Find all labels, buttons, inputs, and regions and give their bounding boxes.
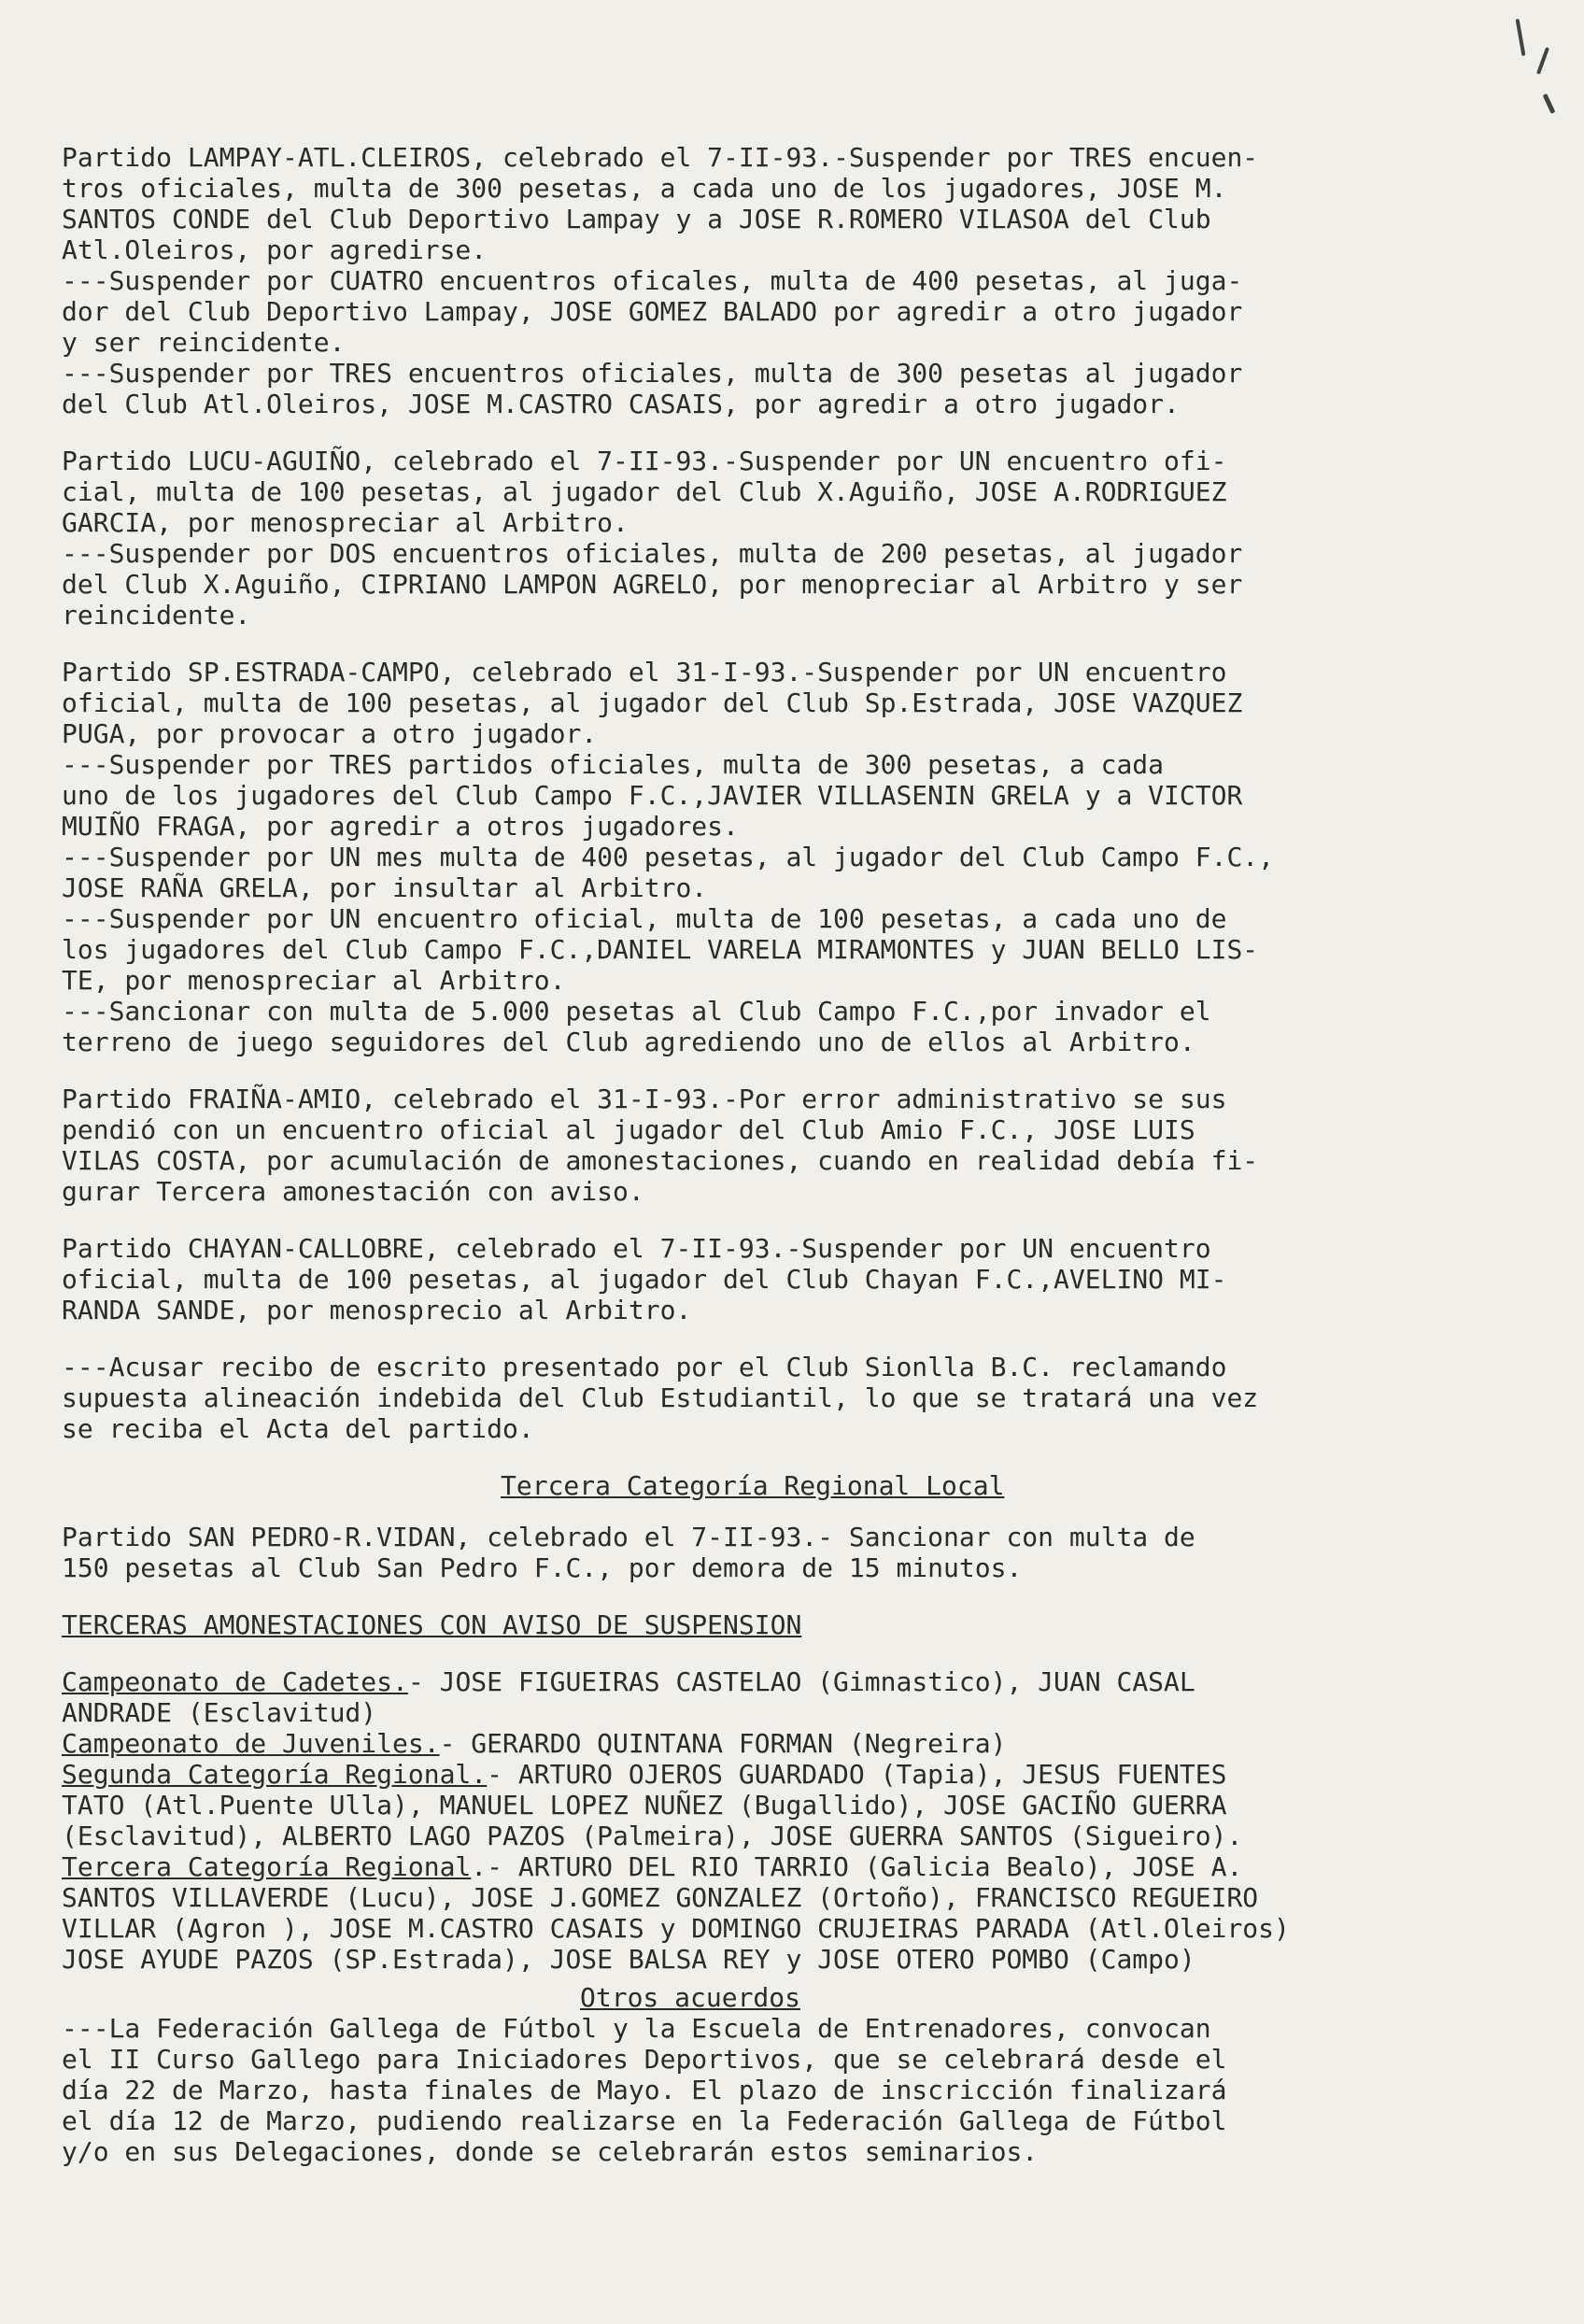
entry-tercera: [62, 1851, 1509, 1882]
text-line: se reciba el Acta del partido.: [62, 1413, 534, 1444]
text-line: y/o en sus Delegaciones, donde se celebrarán estos seminarios.: [62, 2136, 1039, 2167]
text-line: - ARTURO OJEROS GUARDADO (Tapia), JESUS FUENTES: [487, 1759, 1227, 1790]
section-heading-local: [62, 1470, 1509, 1501]
text-line: PUGA, por provocar a otro jugador.: [62, 718, 598, 749]
text-line: ANDRADE (Esclavitud): [62, 1697, 377, 1728]
text-line: ---Suspender por UN mes multa de 400 pesetas, al jugador del Club Campo F.C.,: [62, 842, 1275, 872]
section-title: Tercera Categoría Regional Local: [501, 1470, 1005, 1501]
text-line: Partido CHAYAN-CALLOBRE, celebrado el 7-II-93.-Suspender por UN encuentro: [62, 1233, 1211, 1264]
text-line: cial, multa de 100 pesetas, al jugador del Club X.Aguiño, JOSE A.RODRIGUEZ: [62, 476, 1227, 507]
text-line: día 22 de Marzo, hasta finales de Mayo. El plazo de inscricción finalizará: [62, 2075, 1227, 2105]
text-line: .- ARTURO DEL RIO TARRIO (Galicia Bealo), JOSE A.: [471, 1851, 1243, 1882]
entry-label: Campeonato de Juveniles.: [62, 1728, 440, 1759]
amonestaciones-list: [62, 1666, 1509, 1975]
text-line: el día 12 de Marzo, pudiendo realizarse en la Federación Gallega de Fútbol: [62, 2105, 1227, 2136]
text-line: GARCIA, por menospreciar al Arbitro.: [62, 507, 629, 538]
paragraph-sionlla: [62, 1352, 1509, 1444]
text-line: del Club Atl.Oleiros, JOSE M.CASTRO CASAIS, por agredir a otro jugador.: [62, 389, 1180, 419]
text-line: ---La Federación Gallega de Fútbol y la Escuela de Entrenadores, convocan: [62, 2013, 1211, 2044]
text-line: JOSE AYUDE PAZOS (SP.Estrada), JOSE BALSA REY y JOSE OTERO POMBO (Campo): [62, 1944, 1195, 1975]
section-title: TERCERAS AMONESTACIONES CON AVISO DE SUSPENSION: [62, 1609, 802, 1640]
text-line: SANTOS CONDE del Club Deportivo Lampay y a JOSE R.ROMERO VILASOA del Club: [62, 204, 1211, 234]
text-line: Partido SAN PEDRO-R.VIDAN, celebrado el 7-II-93.- Sancionar con multa de: [62, 1522, 1195, 1552]
text-line: terreno de juego seguidores del Club agrediendo uno de ellos al Arbitro.: [62, 1027, 1195, 1057]
text-line: ---Suspender por TRES encuentros oficiales, multa de 300 pesetas al jugador: [62, 358, 1243, 389]
text-line: JOSE RAÑA GRELA, por insultar al Arbitro.: [62, 872, 708, 903]
paragraph-lucu: [62, 446, 1509, 631]
entry-label: Segunda Categoría Regional.: [62, 1759, 488, 1790]
text-line: ---Sancionar con multa de 5.000 pesetas al Club Campo F.C.,por invador el: [62, 996, 1211, 1027]
text-line: supuesta alineación indebida del Club Estudiantil, lo que se tratará una vez: [62, 1382, 1259, 1413]
entry-cadetes: [62, 1666, 1509, 1697]
text-line: - GERARDO QUINTANA FORMAN (Negreira): [439, 1728, 1007, 1759]
text-line: TE, por menospreciar al Arbitro.: [62, 965, 566, 996]
text-line: dor del Club Deportivo Lampay, JOSE GOMEZ BALADO por agredir a otro jugador: [62, 296, 1243, 327]
text-line: MUIÑO FRAGA, por agredir a otros jugadores.: [62, 811, 739, 842]
text-line: oficial, multa de 100 pesetas, al jugador del Club Chayan F.C.,AVELINO MI-: [62, 1264, 1227, 1295]
text-line: 150 pesetas al Club San Pedro F.C., por demora de 15 minutos.: [62, 1552, 1023, 1583]
text-line: VILLAR (Agron ), JOSE M.CASTRO CASAIS y DOMINGO CRUJEIRAS PARADA (Atl.Oleiros): [62, 1913, 1290, 1944]
text-line: y ser reincidente.: [62, 327, 346, 358]
text-line: Partido LUCU-AGUIÑO, celebrado el 7-II-93.-Suspender por UN encuentro ofi-: [62, 446, 1227, 476]
text-line: SANTOS VILLAVERDE (Lucu), JOSE J.GOMEZ GONZALEZ (Ortoño), FRANCISCO REGUEIRO: [62, 1882, 1259, 1913]
amonestaciones-heading: [62, 1609, 1509, 1640]
text-line: RANDA SANDE, por menosprecio al Arbitro.: [62, 1295, 692, 1325]
text-line: VILAS COSTA, por acumulación de amonestaciones, cuando en realidad debía fi-: [62, 1145, 1259, 1176]
paragraph-otros: [62, 2013, 1509, 2167]
paragraph-estrada: [62, 657, 1509, 1057]
text-line: ---Suspender por DOS encuentros oficiales, multa de 200 pesetas, al jugador: [62, 538, 1243, 569]
text-line: pendió con un encuentro oficial al jugador del Club Amio F.C., JOSE LUIS: [62, 1114, 1195, 1145]
text-line: Partido FRAIÑA-AMIO, celebrado el 31-I-93.-Por error administrativo se sus: [62, 1084, 1227, 1114]
text-line: uno de los jugadores del Club Campo F.C.,JAVIER VILLASENIN GRELA y a VICTOR: [62, 780, 1243, 811]
text-line: ---Suspender por TRES partidos oficiales, multa de 300 pesetas, a cada: [62, 749, 1165, 780]
text-line: - JOSE FIGUEIRAS CASTELAO (Gimnastico), JUAN CASAL: [407, 1666, 1195, 1697]
paragraph-lampay: [62, 142, 1509, 419]
text-line: ---Suspender por UN encuentro oficial, multa de 100 pesetas, a cada uno de: [62, 903, 1227, 934]
text-line: el II Curso Gallego para Iniciadores Deportivos, que se celebrará desde el: [62, 2044, 1227, 2075]
ink-marks: [1509, 0, 1565, 131]
text-line: gurar Tercera amonestación con aviso.: [62, 1176, 644, 1207]
entry-label: Tercera Categoría Regional: [62, 1851, 472, 1882]
paragraph-fraina: [62, 1084, 1509, 1207]
text-line: Partido SP.ESTRADA-CAMPO, celebrado el 31-I-93.-Suspender por UN encuentro: [62, 657, 1227, 687]
section-title: Otros acuerdos: [580, 1982, 801, 2013]
section-heading-otros: [62, 1982, 1509, 2013]
text-line: TATO (Atl.Puente Ulla), MANUEL LOPEZ NUÑEZ (Bugallido), JOSE GACIÑO GUERRA: [62, 1790, 1227, 1821]
text-line: tros oficiales, multa de 300 pesetas, a cada uno de los jugadores, JOSE M.: [62, 173, 1227, 204]
text-line: los jugadores del Club Campo F.C.,DANIEL VARELA MIRAMONTES y JUAN BELLO LIS-: [62, 934, 1259, 965]
text-line: ---Suspender por CUATRO encuentros oficales, multa de 400 pesetas, al juga-: [62, 265, 1243, 296]
text-line: oficial, multa de 100 pesetas, al jugador del Club Sp.Estrada, JOSE VAZQUEZ: [62, 687, 1243, 718]
text-line: Partido LAMPAY-ATL.CLEIROS, celebrado el 7-II-93.-Suspender por TRES encuen-: [62, 142, 1259, 173]
text-line: (Esclavitud), ALBERTO LAGO PAZOS (Palmeira), JOSE GUERRA SANTOS (Sigueiro).: [62, 1821, 1243, 1851]
entry-segunda: [62, 1759, 1509, 1790]
entry-label: Campeonato de Cadetes.: [62, 1666, 408, 1697]
entry-juveniles: [62, 1728, 1509, 1759]
paragraph-san-pedro: [62, 1522, 1509, 1583]
paragraph-chayan: [62, 1233, 1509, 1325]
text-line: Atl.Oleiros, por agredirse.: [62, 234, 488, 265]
text-line: del Club X.Aguiño, CIPRIANO LAMPON AGRELO, por menopreciar al Arbitro y ser: [62, 569, 1243, 600]
text-line: ---Acusar recibo de escrito presentado por el Club Sionlla B.C. reclamando: [62, 1352, 1227, 1382]
text-line: reincidente.: [62, 600, 251, 631]
